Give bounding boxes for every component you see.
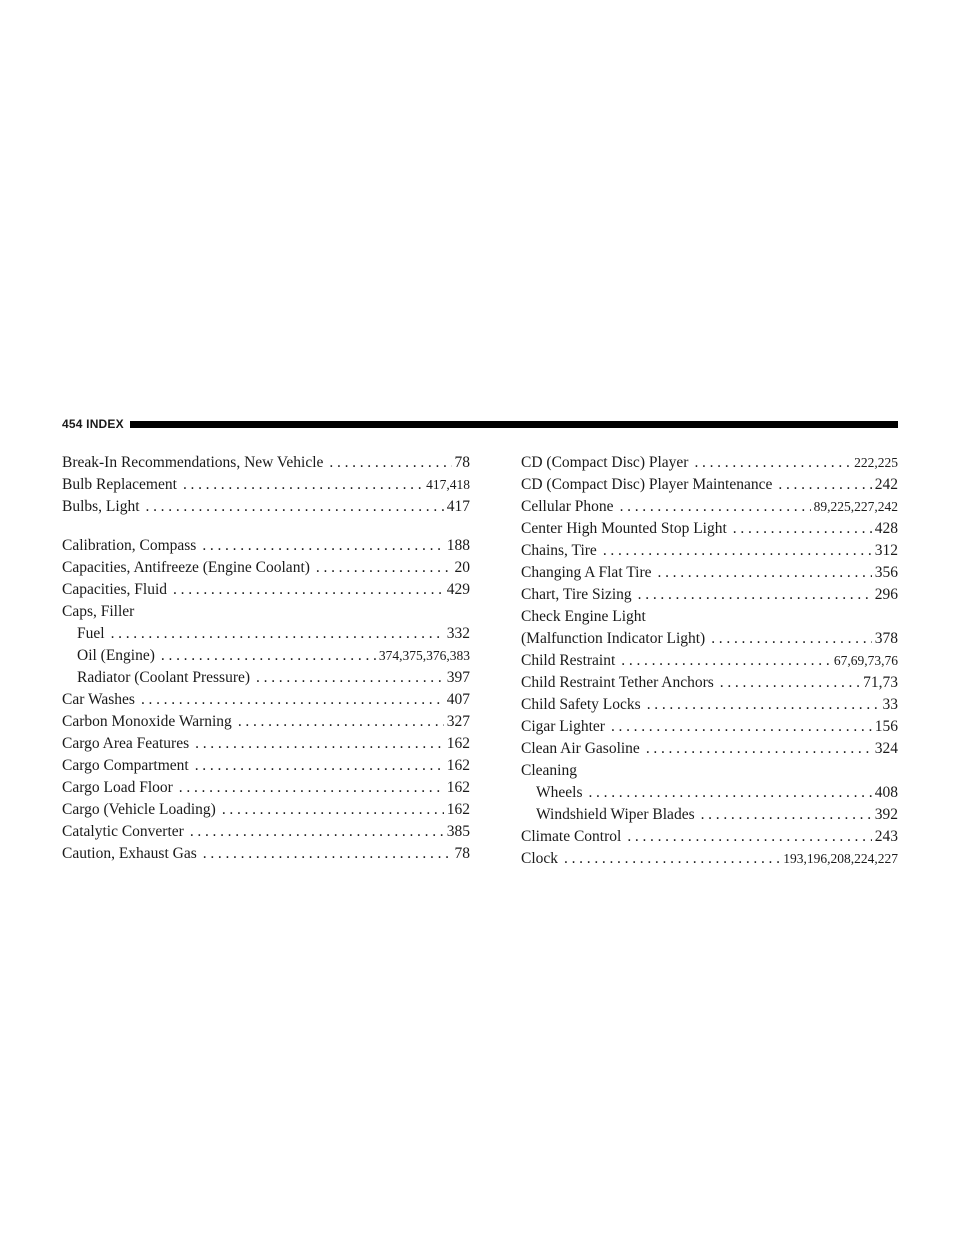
index-entry: Cargo (Vehicle Loading) ..... 162 — [62, 799, 470, 821]
index-entry: Clean Air Gasoline ..... 324 — [521, 738, 898, 760]
index-entry: Clock ..... 193,196,208,224,227 — [521, 848, 898, 870]
index-entry: Cargo Load Floor ..... 162 — [62, 777, 470, 799]
index-entry: Calibration, Compass ..... 188 — [62, 535, 470, 557]
header-rule — [130, 421, 898, 428]
index-entry: (Malfunction Indicator Light) ..... 378 — [521, 628, 898, 650]
page-number-and-section: 454 INDEX — [62, 417, 124, 431]
index-entry: Child Restraint ..... 67,69,73,76 — [521, 650, 898, 672]
index-subentry: Fuel ..... 332 — [62, 623, 470, 645]
index-entry: Cargo Area Features ..... 162 — [62, 733, 470, 755]
index-subentry: Radiator (Coolant Pressure) ..... 397 — [62, 667, 470, 689]
index-entry: CD (Compact Disc) Player Maintenance ..... 242 — [521, 474, 898, 496]
index-entry: Cellular Phone ..... 89,225,227,242 — [521, 496, 898, 518]
index-column-right — [521, 452, 898, 870]
index-entry: Changing A Flat Tire ..... 356 — [521, 562, 898, 584]
index-entry: Bulb Replacement ..... 417,418 — [62, 474, 470, 496]
page-header — [62, 414, 898, 434]
index-subentry: Oil (Engine) ..... 374,375,376,383 — [62, 645, 470, 667]
index-heading: Check Engine Light — [521, 608, 646, 625]
index-entry: Child Safety Locks ..... 33 — [521, 694, 898, 716]
index-entry: Capacities, Antifreeze (Engine Coolant) ..... 20 — [62, 557, 470, 579]
index-entry: Caution, Exhaust Gas ..... 78 — [62, 843, 470, 865]
index-entry: Cargo Compartment ..... 162 — [62, 755, 470, 777]
index-entry: Chart, Tire Sizing ..... 296 — [521, 584, 898, 606]
index-entry: Center High Mounted Stop Light ..... 428 — [521, 518, 898, 540]
index-entry: Climate Control ..... 243 — [521, 826, 898, 848]
index-heading: Cleaning — [521, 762, 577, 779]
index-subentry: Windshield Wiper Blades ..... 392 — [521, 804, 898, 826]
index-entry: Capacities, Fluid ..... 429 — [62, 579, 470, 601]
index-entry: Catalytic Converter ..... 385 — [62, 821, 470, 843]
index-column-left — [62, 452, 470, 865]
index-entry: Child Restraint Tether Anchors ..... 71,73 — [521, 672, 898, 694]
index-heading: Caps, Filler — [62, 603, 135, 620]
index-entry: Carbon Monoxide Warning ..... 327 — [62, 711, 470, 733]
index-entry: Car Washes ..... 407 — [62, 689, 470, 711]
index-entry: Bulbs, Light ..... 417 — [62, 496, 470, 518]
index-entry: Break-In Recommendations, New Vehicle ..... 78 — [62, 452, 470, 474]
index-entry: CD (Compact Disc) Player ..... 222,225 — [521, 452, 898, 474]
index-entry: Cigar Lighter ..... 156 — [521, 716, 898, 738]
index-subentry: Wheels ..... 408 — [521, 782, 898, 804]
index-entry: Chains, Tire ..... 312 — [521, 540, 898, 562]
